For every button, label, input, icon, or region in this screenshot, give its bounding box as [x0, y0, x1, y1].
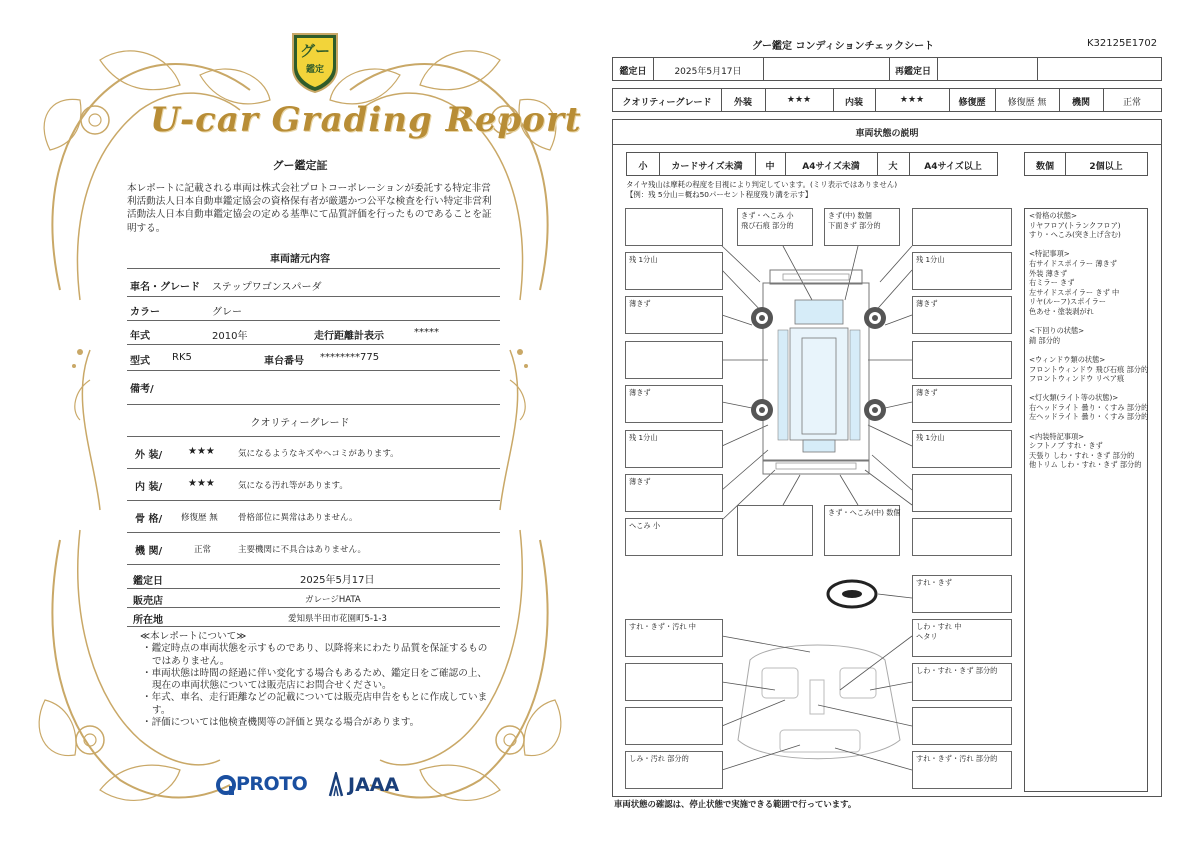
- logo-sub: 鑑定: [305, 65, 324, 75]
- grade-repair-value: 修復歴 無: [1007, 98, 1047, 108]
- interior-box-left-2: [625, 663, 723, 701]
- divider: [127, 296, 500, 297]
- spec-heading: 車両諸元内容: [270, 254, 330, 265]
- sheet-date-value: 2025年5月17日: [674, 67, 742, 77]
- grade-repair-label: 修復歴: [958, 98, 986, 108]
- engine-label: 機 関/: [135, 546, 163, 557]
- grade-engine-value: 正常: [1122, 98, 1141, 108]
- condition-note-line: すり・へこみ(突き上げ含む): [1029, 230, 1121, 240]
- dealer-value: ガレージHATA: [305, 595, 361, 605]
- grade-interior-label: 内装: [844, 98, 863, 108]
- grade-engine-label: 機関: [1071, 98, 1090, 108]
- divider: [127, 370, 500, 371]
- model-label: 型式: [130, 356, 150, 367]
- grade-exterior-label: 外装: [733, 98, 752, 108]
- quality-heading: クオリティーグレード: [250, 418, 350, 429]
- damage-box-right-2: 薄きず: [912, 296, 1012, 334]
- address-value: 愛知県半田市花園町5-1-3: [288, 614, 387, 624]
- wheel-front-right-icon: [864, 307, 886, 329]
- damage-box-right-6: [912, 474, 1012, 512]
- report-script-title: U-car Grading Report: [150, 100, 582, 140]
- condition-note-line: [1029, 345, 1143, 355]
- certificate-subtitle: グー鑑定証: [272, 159, 328, 172]
- condition-note-line: フロントウィンドウ リペア痕: [1029, 374, 1125, 384]
- condition-note-line: リヤフロア(トランクフロア): [1029, 220, 1121, 230]
- jaaa-mark-icon: [326, 772, 346, 798]
- proto-logo: [216, 772, 320, 798]
- damage-box-right-4: 薄きず: [912, 385, 1012, 423]
- interior-grade: ★★★: [188, 478, 215, 489]
- damage-box-left-4: 薄きず: [625, 385, 723, 423]
- interior-box-right-3: [912, 707, 1012, 745]
- condition-note-line: <灯火類(ライト等の状態)>: [1029, 393, 1119, 403]
- divider: [127, 607, 500, 608]
- damage-box-top-mid2: きず(中) 数個 下面きず 部分的: [824, 208, 900, 246]
- divider: [127, 500, 500, 501]
- year-label: 年式: [130, 331, 150, 342]
- condition-note-line: フロントウィンドウ 飛び石痕 部分的: [1029, 364, 1149, 374]
- condition-note-line: シフトノブ すれ・きず: [1029, 441, 1103, 451]
- note-item: ・鑑定時点の車両状態を示すものであり、以降将来にわたり品質を保証するものではありません。: [142, 643, 488, 667]
- certificate-intro: 本レポートに記載される車両は株式会社プロトコーポレーションが委託する特定非営利活動法人日本自動車鑑定協会の資格保有者が厳選かつ公平な検査を行い特定非営利活動法人日本自動車鑑定協会の定める基準にて品質評価を行ったものであることを証明する。: [127, 183, 492, 234]
- address-label: 所在地: [133, 615, 163, 626]
- dealer-label: 販売店: [133, 596, 163, 607]
- damage-box-left-6: 薄きず: [625, 474, 723, 512]
- condition-note-line: 色あせ・塗装剥がれ: [1029, 306, 1094, 316]
- size-medium-desc: A4サイズ未満: [802, 162, 860, 172]
- interior-comment: 気になる汚れ等があります。: [238, 481, 348, 491]
- condition-check-sheet: [600, 0, 1200, 848]
- condition-note-line: 左サイドスポイラー きず 中: [1029, 287, 1120, 297]
- damage-box-bottom-left: へこみ 小: [625, 518, 723, 556]
- condition-note-line: 他トリム しわ・すれ・きず 部分的: [1029, 460, 1142, 470]
- condition-notes-list: [1029, 211, 1149, 470]
- damage-box-top-right: [912, 208, 1012, 246]
- interior-box-steering: すれ・きず: [912, 575, 1012, 613]
- condition-note-line: <ウィンドウ類の状態>: [1029, 354, 1106, 364]
- exterior-grade: ★★★: [188, 446, 215, 457]
- divider: [127, 588, 500, 589]
- condition-note-line: [1029, 317, 1143, 327]
- jaaa-logo-text: JAAA: [348, 774, 400, 796]
- notes-heading: ≪本レポートについて≫: [140, 631, 247, 642]
- damage-box-left-5: 残 1分山: [625, 430, 723, 468]
- date-value: 2025年5月17日: [300, 575, 375, 586]
- interior-box-left-4: しみ・汚れ 部分的: [625, 751, 723, 789]
- interior-label: 内 装/: [135, 482, 163, 493]
- year-value: 2010年: [212, 331, 248, 342]
- wheel-front-left-icon: [751, 307, 773, 329]
- remarks-label: 備考/: [130, 384, 154, 395]
- interior-box-right-2: しわ・すれ・きず 部分的: [912, 663, 1012, 701]
- note-item: ・年式、車名、走行距離などの記載については販売店申告をもとに作成しています。: [142, 692, 488, 716]
- wheel-rear-right-icon: [864, 399, 886, 421]
- divider: [127, 564, 500, 565]
- count-label: 数個: [1035, 162, 1054, 172]
- frame-label: 骨 格/: [135, 514, 163, 525]
- divider: [127, 532, 500, 533]
- damage-box-left-3: [625, 341, 723, 379]
- condition-note-line: <特記事項>: [1029, 249, 1070, 259]
- condition-note-line: 左ヘッドライト 曇り・くすみ 部分的: [1029, 412, 1149, 422]
- damage-box-top-left: [625, 208, 723, 246]
- sheet-title: グー鑑定 コンディションチェックシート: [752, 41, 935, 52]
- size-medium-label: 中: [765, 162, 775, 172]
- size-large-desc: A4サイズ以上: [924, 162, 982, 172]
- sheet-code: K32125E1702: [1087, 38, 1158, 49]
- mileage-value: *****: [414, 327, 439, 338]
- condition-note-line: 錆 部分的: [1029, 335, 1061, 345]
- damage-box-bottom-mid2: きず・へこみ(中) 数個: [824, 505, 900, 556]
- exterior-label: 外 装/: [135, 450, 163, 461]
- condition-note-line: 右ミラー きず: [1029, 278, 1075, 288]
- mileage-label: 走行距離計表示: [314, 331, 384, 342]
- sheet-date-label: 鑑定日: [619, 67, 647, 77]
- condition-note-line: [1029, 240, 1143, 250]
- condition-note-line: [1029, 422, 1143, 432]
- report-notes: [140, 631, 490, 729]
- condition-note-line: リヤ(ルーフ)スポイラー: [1029, 297, 1106, 307]
- divider: [127, 626, 500, 627]
- wheel-rear-left-icon: [751, 399, 773, 421]
- condition-note-line: 外装 薄きず: [1029, 268, 1068, 278]
- damage-box-left-2: 薄きず: [625, 296, 723, 334]
- jaaa-logo: [326, 772, 410, 798]
- frame-comment: 骨格部位に異常はありません。: [238, 513, 358, 523]
- divider: [127, 268, 500, 269]
- damage-box-left-1: 残 1分山: [625, 252, 723, 290]
- interior-box-right-1: しわ・すれ 中 ヘタリ: [912, 619, 1012, 657]
- divider: [127, 436, 500, 437]
- damage-box-bottom-mid1: [737, 505, 813, 556]
- size-small-desc: カードサイズ未満: [671, 162, 743, 172]
- tire-example: 【例：残 5分山＝概ね50パーセント程度残り溝を示す】: [626, 190, 813, 199]
- steering-wheel-icon: [828, 581, 876, 607]
- note-item: ・車両状態は時間の経過に伴い変化する場合もあるため、鑑定日をご確認の上、現在の車両状態については販売店にお問合せください。: [142, 667, 487, 692]
- divider: [127, 404, 500, 405]
- condition-note-line: 右ヘッドライト 曇り・くすみ 部分的: [1029, 402, 1149, 412]
- size-small-label: 小: [638, 162, 648, 172]
- chassis-value: ********775: [320, 352, 380, 363]
- proto-logo-text: PROTO: [236, 773, 308, 795]
- condition-note-line: <内装特記事項>: [1029, 431, 1085, 441]
- logo-text: グー: [299, 42, 330, 60]
- proto-mark-icon: [216, 774, 236, 796]
- damage-box-right-5: 残 1分山: [912, 430, 1012, 468]
- damage-box-right-3: [912, 341, 1012, 379]
- divider: [127, 468, 500, 469]
- note-item: ・評価については他検査機関等の評価と異なる場合があります。: [142, 717, 420, 729]
- damage-box-bottom-right: [912, 518, 1012, 556]
- count-value: 2個以上: [1089, 162, 1123, 172]
- color-label: カラー: [130, 307, 160, 318]
- interior-box-right-4: すれ・きず・汚れ 部分的: [912, 751, 1012, 789]
- exterior-comment: 気になるようなキズやヘコミがあります。: [238, 449, 399, 459]
- car-name-value: ステップワゴンスパーダ: [212, 282, 322, 293]
- condition-notes-panel: [1024, 208, 1148, 792]
- damage-box-top-mid1: きず・へこみ 小 飛び石痕 部分的: [737, 208, 813, 246]
- sheet-footer: 車両状態の確認は、停止状態で実施できる範囲で行っています。: [614, 799, 857, 809]
- size-large-label: 大: [888, 162, 898, 172]
- goo-appraisal-logo: [285, 30, 345, 94]
- car-name-label: 車名・グレード: [130, 282, 200, 293]
- divider: [127, 344, 500, 345]
- frame-grade: 修復歴 無: [181, 513, 218, 523]
- grade-exterior-value: ★★★: [786, 95, 812, 105]
- divider: [127, 320, 500, 321]
- condition-note-line: <下回りの状態>: [1029, 326, 1085, 336]
- condition-note-line: <骨格の状態>: [1029, 211, 1077, 220]
- color-value: グレー: [212, 307, 242, 318]
- grade-interior-value: ★★★: [899, 95, 925, 105]
- chassis-label: 車台番号: [264, 356, 304, 367]
- condition-note-line: 右サイドスポイラー 薄きず: [1029, 258, 1117, 268]
- section-title: 車両状態の説明: [855, 129, 919, 139]
- condition-note-line: 天張り しわ・すれ・きず 部分的: [1029, 450, 1135, 460]
- interior-box-left-3: [625, 707, 723, 745]
- tire-note: タイヤ残山は摩耗の程度を目視により判定しています。(ミリ表示ではありません): [626, 180, 898, 189]
- model-value: RK5: [172, 352, 192, 363]
- damage-box-right-1: 残 1分山: [912, 252, 1012, 290]
- engine-comment: 主要機関に不具合はありません。: [238, 545, 367, 555]
- grade-label: クオリティーグレード: [622, 98, 712, 108]
- date-label: 鑑定日: [133, 576, 163, 587]
- condition-note-line: [1029, 384, 1143, 394]
- redate-label: 再鑑定日: [894, 67, 931, 77]
- interior-box-left-1: すれ・きず・汚れ 中: [625, 619, 723, 657]
- engine-grade: 正常: [194, 545, 212, 555]
